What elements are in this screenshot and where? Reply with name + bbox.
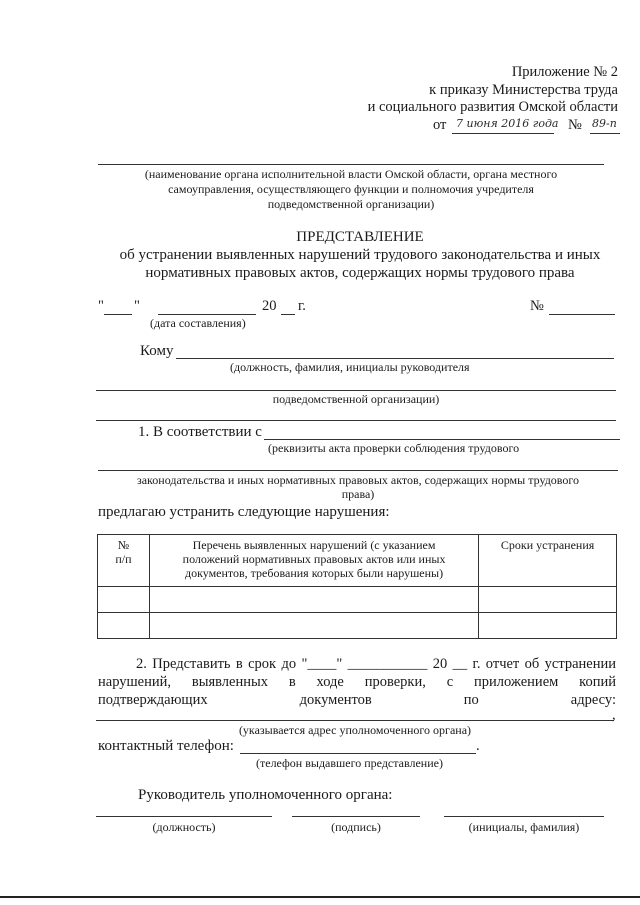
year-suffix: г.: [298, 298, 306, 314]
doc-number-label: №: [530, 298, 544, 314]
item1-caption-2: законодательства и иных нормативных правовых актов, содержащих нормы трудового: [136, 473, 580, 487]
position-line: [96, 816, 272, 817]
phone-line: [240, 753, 476, 754]
table-row: [98, 587, 617, 613]
year-prefix: 20: [262, 298, 277, 314]
phone-caption: (телефон выдавшего представление): [256, 756, 443, 770]
appendix-number: Приложение № 2: [511, 64, 618, 80]
number-prefix: №: [568, 117, 582, 133]
to-line-2: [96, 390, 616, 391]
date-quote-open: ": [98, 298, 104, 314]
item1-propose: предлагаю устранить следующие нарушения:: [98, 504, 390, 520]
item1-caption-3: права): [341, 487, 375, 501]
name-line: [444, 816, 604, 817]
name-caption: (инициалы, фамилия): [468, 820, 580, 834]
to-line: [176, 358, 614, 359]
item2-line-3: подтверждающих документов по адресу:: [98, 692, 616, 708]
doc-number-blank: [549, 314, 615, 315]
year-blank: [281, 314, 295, 315]
day-blank: [104, 314, 132, 315]
row2-violation-cell[interactable]: [149, 613, 478, 639]
header-violations: Перечень выявленных нарушений (с указанием положений нормативных правовых актов или иных документов, требования которых были нарушены): [149, 535, 478, 587]
ministry-line: и социального развития Омской области: [367, 99, 618, 115]
handwritten-date: 7 июня 2016 года: [456, 117, 559, 130]
item1-line-2: [98, 470, 618, 471]
table-header-row: [98, 535, 617, 587]
document-subtitle-2: нормативных правовых актов, содержащих нормы трудового права: [145, 265, 575, 281]
phone-label: контактный телефон:: [98, 738, 234, 754]
separator-line: [96, 420, 616, 421]
item2-line-1: 2. Представить в срок до "____" ___________ 20 __ г. отчет об устранении: [136, 656, 616, 672]
order-line: к приказу Министерства труда: [429, 82, 618, 98]
row2-number-cell[interactable]: [98, 613, 150, 639]
phone-dot: .: [476, 738, 480, 754]
signature-line: [292, 816, 420, 817]
row1-deadline-cell[interactable]: [479, 587, 617, 613]
date-prefix: от: [433, 117, 447, 133]
date-caption: (дата составления): [150, 316, 246, 330]
date-underline: [452, 133, 554, 134]
to-label: Кому: [140, 343, 174, 359]
item1-line: [264, 439, 620, 440]
document-title: ПРЕДСТАВЛЕНИЕ: [296, 229, 424, 245]
item1-text: 1. В соответствии с: [138, 424, 262, 440]
month-blank: [158, 314, 256, 315]
header-deadline: Сроки устранения: [479, 535, 617, 587]
document-subtitle-1: об устранении выявленных нарушений трудового законодательства и иных: [119, 247, 601, 263]
date-quote-close: ": [134, 298, 140, 314]
sign-caption: (подпись): [331, 820, 381, 834]
to-caption-2: подведомственной организации): [272, 392, 440, 406]
to-caption-1: (должность, фамилия, инициалы руководителя: [230, 360, 470, 374]
org-caption-2: самоуправления, осуществляющего функции и полномочия учредителя: [168, 182, 534, 196]
address-line: [96, 720, 614, 721]
signature-title: Руководитель уполномоченного органа:: [138, 787, 393, 803]
row1-number-cell[interactable]: [98, 587, 150, 613]
row1-violation-cell[interactable]: [149, 587, 478, 613]
position-caption: (должность): [152, 820, 216, 834]
header-number: № п/п: [98, 535, 150, 587]
row2-deadline-cell[interactable]: [479, 613, 617, 639]
item1-caption-1: (реквизиты акта проверки соблюдения трудового: [268, 441, 520, 455]
table-row: [98, 613, 617, 639]
item2-line-2: нарушений, выявленных в ходе проверки, с приложением копий: [98, 674, 616, 690]
address-caption: (указывается адрес уполномоченного органа): [238, 723, 472, 737]
number-underline: [590, 133, 620, 134]
org-caption-1: (наименование органа исполнительной власти Омской области, органа местного: [144, 167, 558, 181]
scan-edge: [0, 896, 640, 898]
violations-table: [97, 534, 617, 639]
handwritten-number: 89-п: [592, 117, 617, 130]
address-comma: ,: [612, 707, 616, 723]
org-name-line: [98, 164, 604, 165]
org-caption-3: подведомственной организации): [267, 197, 435, 211]
